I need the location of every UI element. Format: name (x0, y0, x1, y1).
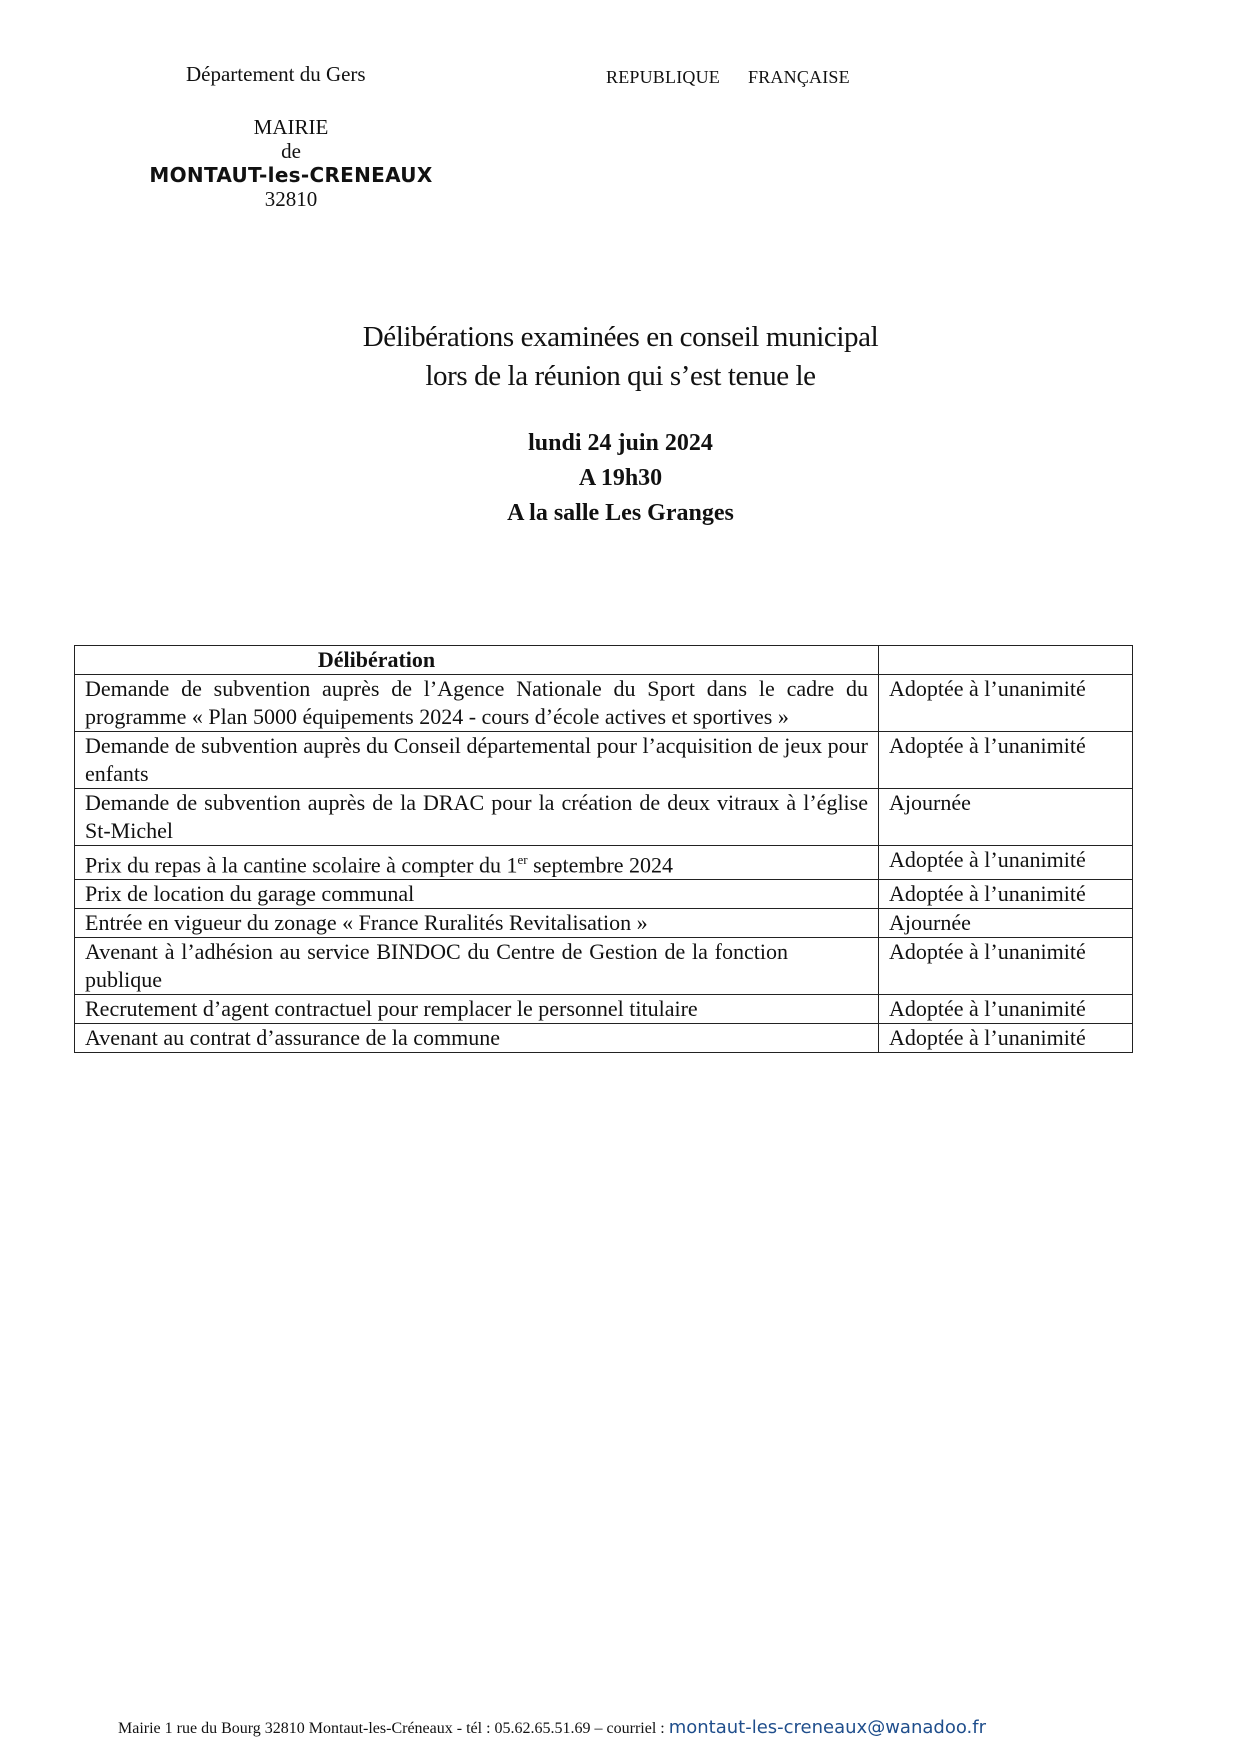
row-result: Adoptée à l’unanimité (879, 846, 1133, 880)
row-description: Avenant au contrat d’assurance de la commune (75, 1024, 879, 1053)
row-description: Avenant à l’adhésion au service BINDOC du Centre de Gestion de la fonction publique (75, 938, 879, 995)
table-row (75, 995, 1133, 1024)
republic-word: REPUBLIQUE (606, 67, 720, 87)
town-name: MONTAUT-les-CRENEAUX (149, 163, 433, 187)
title-line-1: Délibérations examinées en conseil municipal (362, 321, 879, 353)
row-result: Adoptée à l’unanimité (879, 675, 1133, 732)
meeting-date: lundi 24 juin 2024 (528, 430, 713, 456)
footer (118, 1717, 986, 1738)
row-result: Adoptée à l’unanimité (879, 880, 1133, 909)
table-row (75, 909, 1133, 938)
meeting-place: A la salle Les Granges (507, 500, 734, 526)
table-row (75, 1024, 1133, 1053)
footer-address: Mairie 1 rue du Bourg 32810 Montaut-les-Créneaux - tél : 05.62.65.51.69 – courriel : (118, 1720, 669, 1737)
row-result: Adoptée à l’unanimité (879, 995, 1133, 1024)
department-label: Département du Gers (186, 62, 366, 86)
table-row (75, 789, 1133, 846)
header-deliberation: Délibération (75, 646, 879, 675)
header-result (879, 646, 1133, 675)
francaise-word: FRANÇAISE (748, 67, 850, 87)
meeting-time: A 19h30 (578, 465, 663, 491)
mairie-block (110, 115, 472, 211)
row-result: Adoptée à l’unanimité (879, 938, 1133, 995)
table-row (75, 732, 1133, 789)
table-row (75, 938, 1133, 995)
title-line-2: lors de la réunion qui s’est tenue le (425, 360, 816, 392)
table-row (75, 880, 1133, 909)
row-description: Demande de subvention auprès de la DRAC pour la création de deux vitraux à l’église St-Michel (75, 789, 879, 846)
row-result: Adoptée à l’unanimité (879, 732, 1133, 789)
table-row (75, 846, 1133, 880)
row-description: Demande de subvention auprès de l’Agence Nationale du Sport dans le cadre du programme « Plan 5000 équipements 2024 - cours d’école actives et sportives » (75, 675, 879, 732)
table-header-row (75, 646, 1133, 675)
document-title (0, 318, 1241, 396)
mairie-label: MAIRIE (253, 115, 329, 139)
row-description-start: Prix du repas à la cantine scolaire à compter du 1 (85, 852, 518, 878)
de-label: de (281, 139, 301, 163)
row-description (75, 846, 879, 880)
row-description: Prix de location du garage communal (75, 880, 879, 909)
footer-email-link[interactable]: montaut-les-creneaux@wanadoo.fr (668, 1717, 986, 1738)
row-description: Entrée en vigueur du zonage « France Ruralités Revitalisation » (75, 909, 879, 938)
row-result: Ajournée (879, 909, 1133, 938)
table-row (75, 675, 1133, 732)
postal-code: 32810 (264, 187, 318, 211)
row-result: Ajournée (879, 789, 1133, 846)
deliberations-table (74, 645, 1133, 1053)
republic-label (606, 67, 850, 88)
row-description: Demande de subvention auprès du Conseil départemental pour l’acquisition de jeux pour enfants (75, 732, 879, 789)
row-result: Adoptée à l’unanimité (879, 1024, 1133, 1053)
meeting-info (0, 426, 1241, 531)
ordinal-suffix: er (517, 852, 528, 867)
row-description-end: septembre 2024 (527, 852, 674, 878)
row-description: Recrutement d’agent contractuel pour remplacer le personnel titulaire (75, 995, 879, 1024)
